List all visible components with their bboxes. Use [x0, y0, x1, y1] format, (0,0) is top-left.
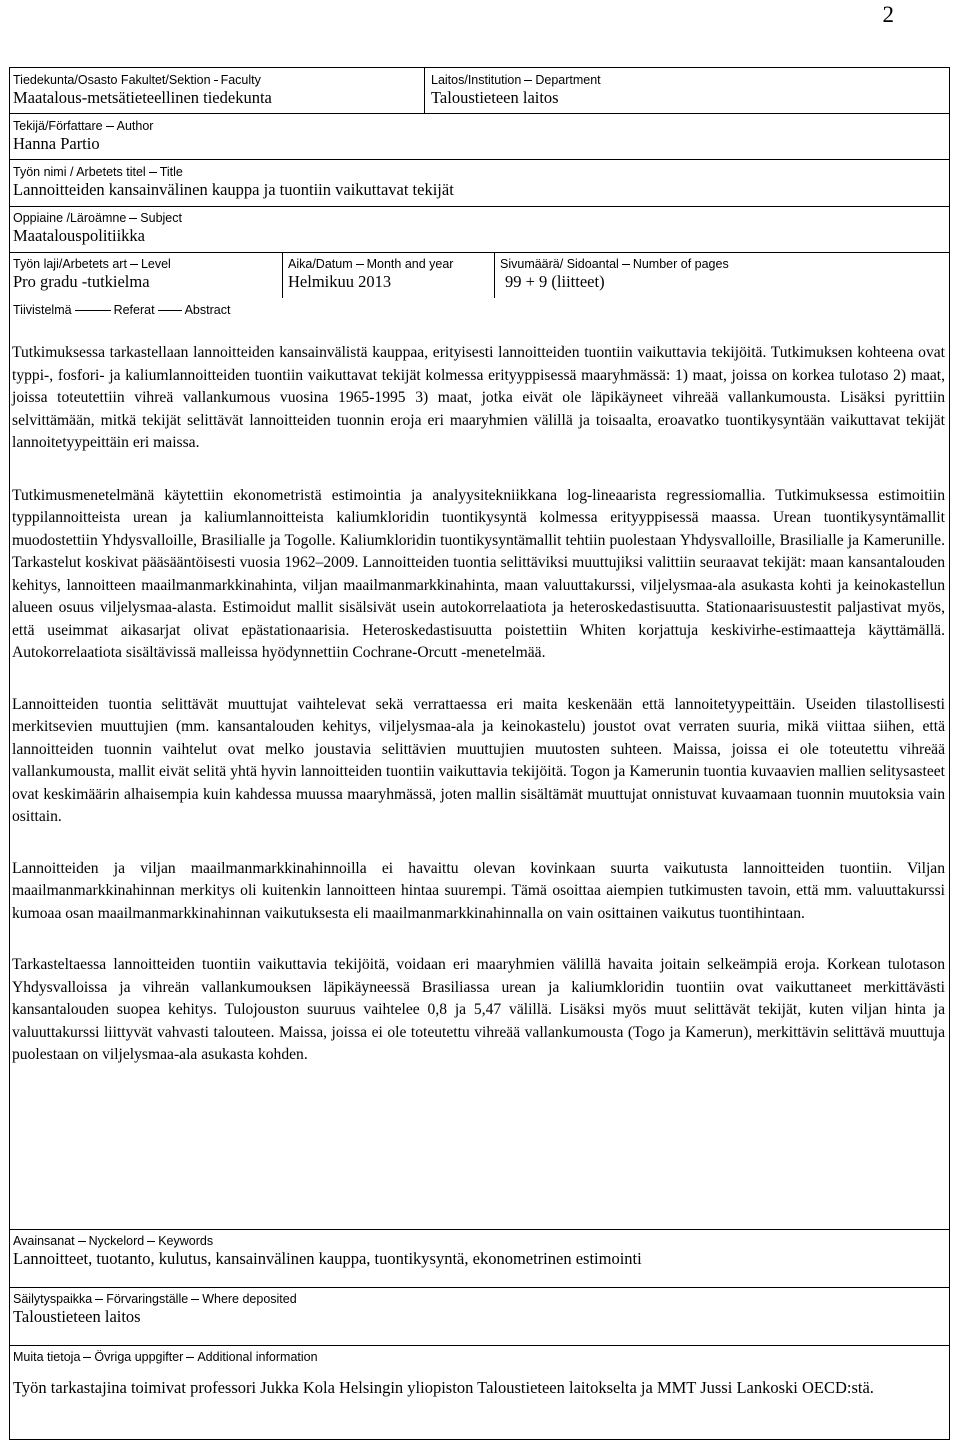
date-label: Aika/Datum Month and year	[288, 257, 454, 271]
author-cell	[13, 119, 153, 154]
abstract-paragraph: Tutkimusmenetelmänä käytettiin ekonometristä estimointia ja analyysitekniikkana log-lineaarista regressiomallia. Tutkimuksessa estimoitiin typpilannoitteista urean ja kaliumlannoitteista kaliumkloridin tuontikysyntä kolmessa erityyppisessä maassa. Urean tuontikysyntämallit muodostettiin Yhdysvalloille, Brasilialle ja Togolle. Kaliumkloridin tuontikysyntämallit tehtiin puolestaan Yhdysvalloille, Brasilialle ja Kamerunille. Tarkastelut koskivat pääsääntöisesti vuosia 1962–2009. Lannoitteiden tuontia selittäviksi muuttujiksi valittiin seuraavat tekijät: maan kansantalouden kehitys, lannoitteen maailmanmarkkinahinta, viljan maailmanmarkkinahinta, maan valuuttakurssi, viljelysmaa-ala asukasta kohti ja keinokastellun alueen osuus viljelysmaa-alasta. Estimoidut mallit sisälsivät usein autokorrelaatiota ja heteroskedastisuutta. Stationaarisuustestit paljastivat myös, että useimmat aikasarjat olivat epästationaarisia. Heteroskedastisuutta poistettiin Whiten korjattuja keskivirhe-estimaatteja käyttämällä. Autokorrelaatiota sisältävissä malleissa hyödynnettiin Cochrane-Orcutt -menetelmää.	[12, 486, 945, 661]
row-divider	[9, 1345, 950, 1346]
row-divider	[9, 206, 950, 207]
column-divider	[282, 252, 283, 298]
faculty-label: Tiedekunta/Osasto Fakultet/Sektion Faculty	[13, 73, 261, 87]
abstract-paragraph: Tutkimuksessa tarkastellaan lannoitteiden kansainvälistä kauppaa, erityisesti lannoitteiden tuontiin vaikuttavia tekijöitä. Tutkimuksen kohteena ovat typpi-, fosfori- ja kaliumlannoitteiden tuontiin vaikuttavat tekijät kolmessa erityyppisessä maaryhmässä: 1) maat, joissa on korkea tulotaso 2) maat, joissa toteutettiin vihreä vallankumous vuosina 1965-1995 3) maat, jotka eivät ole läpikäyneet vihreää vallankumousta. Lisäksi pyrittiin selvittämään, mitkä tekijät selittävät lannoitteiden tuonnin eroja eri maaryhmien välillä ja toisaalta, eroavatko tuontikysyntään vaikuttavat tekijät lannoitetyypeittäin eri maissa.	[12, 344, 945, 451]
additional-value: Työn tarkastajina toimivat professori Jukka Kola Helsingin yliopiston Taloustieteen laitokselta ja MMT Jussi Lankoski OECD:stä.	[13, 1378, 874, 1397]
column-divider	[424, 67, 425, 114]
pages-label: Sivumäärä/ Sidoantal Number of pages	[500, 257, 729, 271]
date-value: Helmikuu 2013	[288, 272, 392, 291]
keywords-value: Lannoitteet, tuotanto, kulutus, kansainvälinen kauppa, tuontikysyntä, ekonometrinen estimointi	[13, 1249, 642, 1268]
column-divider	[494, 252, 495, 298]
department-label: Laitos/Institution Department	[431, 73, 601, 87]
department-value: Taloustieteen laitos	[431, 88, 559, 107]
thesis-title: Lannoitteiden kansainvälinen kauppa ja tuontiin vaikuttavat tekijät	[13, 180, 454, 199]
level-cell	[13, 257, 171, 292]
author-value: Hanna Partio	[13, 134, 100, 153]
abstract-paragraph: Lannoitteiden tuontia selittävät muuttujat vaihtelevat sekä verrattaessa eri maita keskenään että lannoitetyypeittäin. Useiden tilastollisesti merkitsevien muuttujien (mm. kansantalouden kehitys, viljelysmaa-ala ja keinokastelu) joustot ovat verraten suuria, mikä viittaa siihen, että lannoitteiden tuonnin vaihtelut ovat melko joustavia selittävien muuttujien muutosten suhteen. Maissa, joissa ei ole toteutettu vihreää vallankumousta, mallit eivät selitä yhtä hyvin lannoitteiden tuontiin vaikuttavia tekijöitä. Togon ja Kamerunin tuontia kuvaavien mallien selitysasteet ovat keskimäärin alhaisempia kuin kahdessa muussa maaryhmässä, joten mallin sisältämät muuttujat onnistuvat kuvaamaan tuonnin muutoksia vain osittain.	[12, 695, 945, 825]
deposited-cell	[13, 1292, 297, 1327]
deposited-value: Taloustieteen laitos	[13, 1307, 141, 1326]
additional-cell	[13, 1350, 946, 1399]
additional-label: Muita tietoja Övriga uppgifter Additional information	[13, 1350, 318, 1364]
title-cell	[13, 165, 454, 200]
row-divider	[9, 113, 950, 114]
keywords-label: Avainsanat Nyckelord Keywords	[13, 1234, 214, 1248]
abstract-body	[12, 342, 945, 1067]
level-value: Pro gradu -tutkielma	[13, 272, 150, 291]
level-label: Työn laji/Arbetets art Level	[13, 257, 171, 271]
page-number: 2	[882, 2, 894, 27]
pages-value: 99 + 9 (liitteet)	[505, 272, 605, 291]
pages-cell	[500, 257, 729, 292]
deposited-label: Säilytyspaikka Förvaringställe Where deposited	[13, 1292, 297, 1306]
author-label: Tekijä/Författare Author	[13, 119, 154, 133]
title-label: Työn nimi / Arbetets titel Title	[13, 165, 183, 179]
subject-value: Maatalouspolitiikka	[13, 226, 145, 245]
abstract-paragraph: Tarkasteltaessa lannoitteiden tuontiin vaikuttavia tekijöitä, voidaan eri maaryhmien välillä havaita joitain selkeämpiä eroja. Korkean tulotason Yhdysvalloissa ja vihreän vallankumouksen läpikäyneessä Brasiliassa urean ja kaliumkloridin tuontiin ovat vaikuttaneet merkittävästi kansantalouden suopea kehitys. Tulojouston suuruus vaihtelee 0,8 ja 5,47 välillä. Lisäksi myös muut selittävät tekijät, kuten viljan hinta ja valuuttakurssi liittyvät vahvasti talouteen. Maissa, joissa ei ole toteutettu vihreää vallankumousta (Togo ja Kamerun), merkittävin selittävä muuttuja puolestaan on viljelysmaa-ala asukasta kohden.	[12, 956, 945, 1063]
row-divider	[9, 1287, 950, 1288]
row-divider	[9, 1229, 950, 1230]
department-cell	[431, 73, 601, 108]
faculty-value: Maatalous-metsätieteellinen tiedekunta	[13, 88, 272, 107]
faculty-cell	[13, 73, 272, 108]
abstract-paragraph: Lannoitteiden ja viljan maailmanmarkkinahinnoilla ei havaittu olevan kovinkaan suurta vaikutusta lannoitteiden tuontiin. Viljan maailmanmarkkinahinnan merkitys oli kuitenkin lannoitteen hintaa suurempi. Tämä osoittaa aiempien tutkimusten tavoin, että mm. valuuttakurssi kumoaa osan maailmanmarkkinahinnan vaikutuksesta eli maailmanmarkkinahinnalla on vain osittainen vaikutus tuontihintaan.	[12, 859, 945, 922]
keywords-cell	[13, 1234, 642, 1269]
subject-label: Oppiaine /Läroämne Subject	[13, 211, 182, 225]
date-cell	[288, 257, 453, 292]
row-divider	[9, 159, 950, 160]
abstract-label: Tiivistelmä Referat Abstract	[13, 303, 231, 317]
row-divider	[9, 252, 950, 253]
subject-cell	[13, 211, 182, 246]
